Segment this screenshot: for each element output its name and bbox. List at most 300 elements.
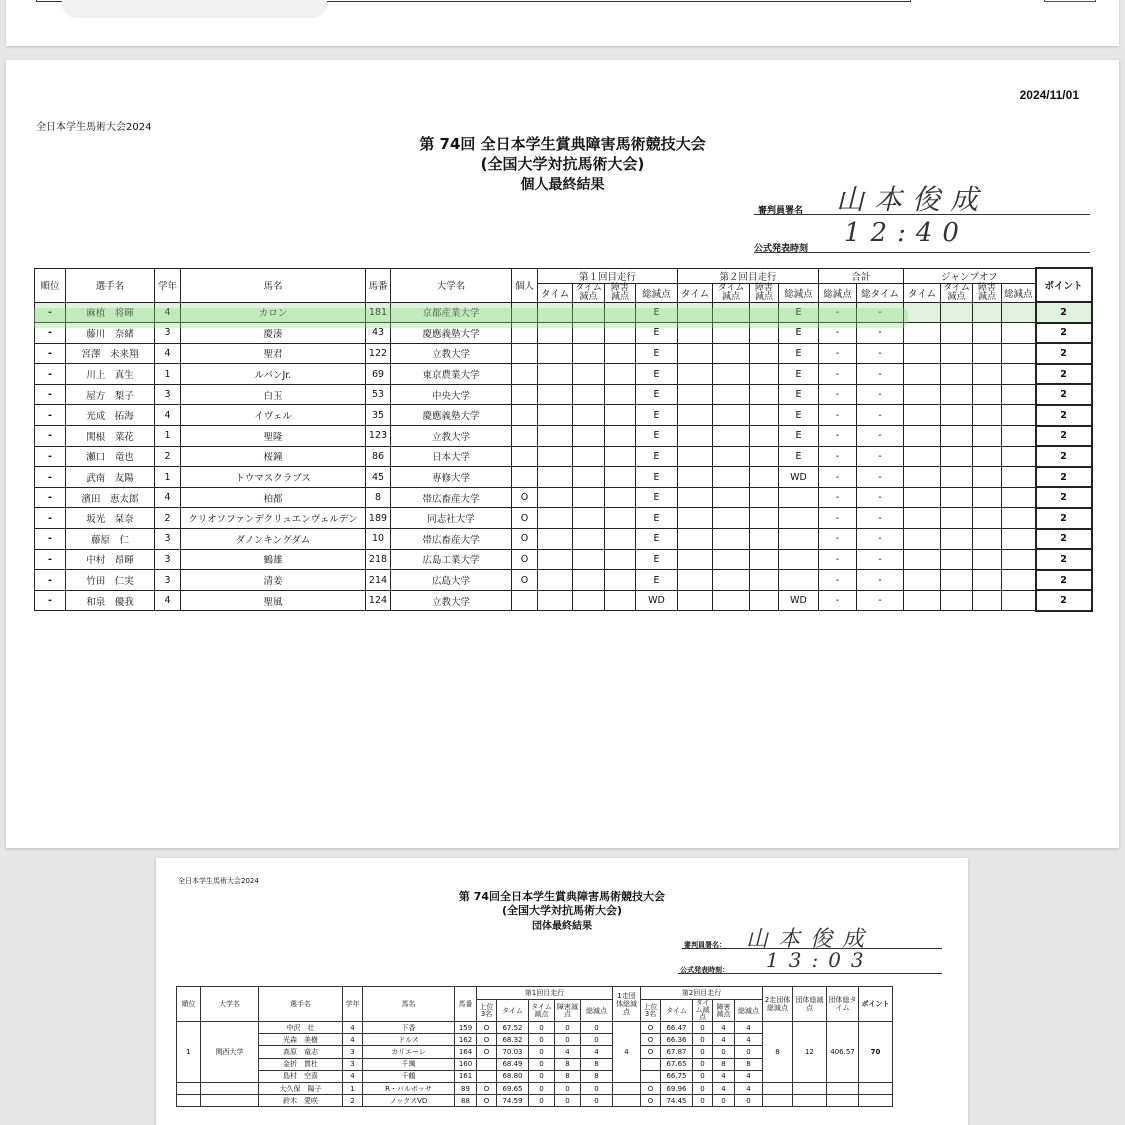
team-col-top3: 上位3名	[477, 1000, 497, 1022]
cell-jo-total	[1002, 446, 1036, 467]
cell-run1-time-penalty	[573, 549, 605, 570]
cell-jo-time-penalty	[941, 590, 973, 611]
team-cell-tp2: 0	[693, 1095, 713, 1107]
cell-jo-total	[1002, 302, 1036, 323]
cell-total-penalty: -	[819, 302, 857, 323]
cell-jo-time-penalty	[941, 446, 973, 467]
col-horse: 馬名	[181, 268, 366, 302]
cell-total-time: -	[857, 487, 904, 508]
cell-jo-obstacle-penalty	[973, 364, 1002, 385]
redaction-chip	[62, 0, 327, 18]
team-col-r2-team: 2走団体総減点	[763, 987, 793, 1022]
team-col-top3-2: 上位3名	[641, 1000, 661, 1022]
team-competition-subtitle: (全国大学対抗馬術大会)	[501, 904, 623, 917]
cell-run1-time-penalty	[573, 364, 605, 385]
table-row	[35, 343, 1092, 364]
team-cell-tot2: 4	[735, 1082, 763, 1094]
cell-university: 慶應義塾大学	[391, 323, 512, 344]
cell-university: 中央大学	[391, 384, 512, 405]
team-cell-top3-2: O	[641, 1082, 661, 1094]
cell-run2-total: E	[779, 446, 819, 467]
team-cell-tp1: 0	[529, 1082, 555, 1094]
cell-run2-total	[779, 529, 819, 550]
team-cell-time1: 67.52	[497, 1022, 529, 1034]
cell-run1-time	[538, 508, 573, 529]
team-col-tot1: 総減点	[581, 1000, 613, 1022]
table-row	[35, 384, 1092, 405]
cell-run1-time	[538, 405, 573, 426]
team-cell-tp1: 0	[529, 1095, 555, 1107]
cell-individual	[512, 446, 538, 467]
team-cell-time1: 68.80	[497, 1070, 529, 1082]
cell-run2-obstacle-penalty	[750, 467, 779, 488]
cell-individual	[512, 384, 538, 405]
cell-run1-time	[538, 384, 573, 405]
team-cell-grade: 4	[343, 1034, 363, 1046]
cell-run2-total: WD	[779, 590, 819, 611]
team-cell-op2: 8	[713, 1058, 735, 1070]
cell-jo-total	[1002, 487, 1036, 508]
cell-individual	[512, 590, 538, 611]
team-cell-op1: 0	[555, 1034, 581, 1046]
cell-jo-obstacle-penalty	[973, 570, 1002, 591]
team-cell-rank: 1	[177, 1022, 201, 1083]
team-cell-horse: 千颯	[363, 1058, 455, 1070]
team-col-tot2: 総減点	[735, 1000, 763, 1022]
cell-points: 2	[1036, 487, 1092, 508]
col-jumpoff: ジャンプオフ	[904, 268, 1036, 283]
cell-jo-obstacle-penalty	[973, 508, 1002, 529]
cell-run2-obstacle-penalty	[750, 323, 779, 344]
cell-run1-obstacle-penalty	[605, 343, 636, 364]
team-col-university: 大学名	[201, 987, 259, 1022]
team-col-time2: タイム	[661, 1000, 693, 1022]
col-jo-time: タイム	[904, 283, 941, 302]
cell-run1-obstacle-penalty	[605, 446, 636, 467]
team-cell-op1: 0	[555, 1095, 581, 1107]
cell-run2-time	[678, 529, 713, 550]
judge-signature: 山本俊成	[836, 183, 989, 216]
team-cell-tp1: 0	[529, 1070, 555, 1082]
team-cell-time2: 66.47	[661, 1022, 693, 1034]
cell-rank: -	[35, 343, 66, 364]
cell-jo-total	[1002, 405, 1036, 426]
cell-horse: イヴェル	[181, 405, 366, 426]
cell-horse: 慶湊	[181, 323, 366, 344]
cell-grade: 3	[155, 549, 181, 570]
cell-run1-time	[538, 364, 573, 385]
team-time-line	[678, 973, 942, 974]
team-cell-op2: 4	[713, 1082, 735, 1094]
cell-jo-total	[1002, 529, 1036, 550]
cell-individual	[512, 426, 538, 447]
cell-rider: 川上 真生	[66, 364, 155, 385]
cell-run1-total: E	[636, 343, 678, 364]
team-cell-r2-team	[763, 1082, 793, 1094]
cell-rank: -	[35, 467, 66, 488]
cell-rider: 和泉 優我	[66, 590, 155, 611]
cell-run1-total: E	[636, 508, 678, 529]
cell-run1-time	[538, 343, 573, 364]
col-run1-obstacle-penalty: 障害減点	[605, 283, 636, 302]
cell-run1-time	[538, 323, 573, 344]
cell-run1-total: E	[636, 487, 678, 508]
team-cell-time2: 67.87	[661, 1046, 693, 1058]
col-total: 合計	[819, 268, 904, 283]
team-cell-top3-2: O	[641, 1034, 661, 1046]
col-grade: 学年	[155, 268, 181, 302]
team-cell-team-penalty	[793, 1082, 827, 1094]
cell-rider: 武南 友陽	[66, 467, 155, 488]
cell-grade: 2	[155, 446, 181, 467]
team-cell-top3-2: O	[641, 1095, 661, 1107]
cell-total-time: -	[857, 323, 904, 344]
cell-jo-time-penalty	[941, 467, 973, 488]
cell-run2-obstacle-penalty	[750, 570, 779, 591]
team-cell-tot2: 4	[735, 1022, 763, 1034]
table-row	[35, 446, 1092, 467]
team-cell-tp2: 0	[693, 1082, 713, 1094]
cell-horse: ダノンキングダム	[181, 529, 366, 550]
cell-number: 53	[366, 384, 391, 405]
cell-university: 慶應義塾大学	[391, 405, 512, 426]
cell-total-time: -	[857, 426, 904, 447]
cell-jo-total	[1002, 343, 1036, 364]
table-row	[35, 467, 1092, 488]
cell-number: 35	[366, 405, 391, 426]
team-cell-top3-1: O	[477, 1082, 497, 1094]
cell-jo-obstacle-penalty	[973, 590, 1002, 611]
cell-horse: カロン	[181, 302, 366, 323]
cell-individual: O	[512, 570, 538, 591]
cell-points: 2	[1036, 590, 1092, 611]
cell-jo-time	[904, 549, 941, 570]
cell-total-penalty: -	[819, 508, 857, 529]
cell-university: 広島工業大学	[391, 549, 512, 570]
cell-grade: 4	[155, 343, 181, 364]
header-row-1	[35, 268, 1092, 283]
cell-run2-time	[678, 343, 713, 364]
cell-run2-time-penalty	[713, 467, 750, 488]
team-cell-r2-team: 8	[763, 1022, 793, 1083]
cell-jo-obstacle-penalty	[973, 405, 1002, 426]
cell-grade: 2	[155, 508, 181, 529]
team-cell-tp2: 0	[693, 1034, 713, 1046]
cell-grade: 4	[155, 590, 181, 611]
col-jo-time-penalty: タイム減点	[941, 283, 973, 302]
cell-individual: O	[512, 529, 538, 550]
cell-run2-time-penalty	[713, 590, 750, 611]
team-cell-r2-team	[763, 1095, 793, 1107]
team-cell-team-time: 406.57	[827, 1022, 859, 1083]
cell-run2-obstacle-penalty	[750, 529, 779, 550]
cell-total-time: -	[857, 384, 904, 405]
team-cell-op1: 8	[555, 1058, 581, 1070]
cell-individual	[512, 343, 538, 364]
cell-run1-obstacle-penalty	[605, 323, 636, 344]
cell-total-penalty: -	[819, 446, 857, 467]
cell-jo-time	[904, 364, 941, 385]
cell-points: 2	[1036, 446, 1092, 467]
cell-run1-total: E	[636, 384, 678, 405]
individual-results-page	[6, 60, 1119, 848]
cell-points: 2	[1036, 364, 1092, 385]
cell-jo-time	[904, 590, 941, 611]
cell-horse: ルパンJr.	[181, 364, 366, 385]
cell-run1-total: E	[636, 549, 678, 570]
cell-jo-total	[1002, 384, 1036, 405]
team-cell-op1: 0	[555, 1082, 581, 1094]
cell-run2-obstacle-penalty	[750, 590, 779, 611]
cell-university: 東京農業大学	[391, 364, 512, 385]
team-cell-university: 関西大学	[201, 1022, 259, 1083]
cell-run2-obstacle-penalty	[750, 343, 779, 364]
cell-university: 立教大学	[391, 590, 512, 611]
team-cell-tp2: 0	[693, 1022, 713, 1034]
team-cell-grade: 4	[343, 1070, 363, 1082]
team-cell-tot2: 0	[735, 1046, 763, 1058]
cell-jo-total	[1002, 570, 1036, 591]
team-table-row	[177, 1082, 893, 1094]
team-cell-time2: 67.65	[661, 1058, 693, 1070]
cell-run2-time	[678, 323, 713, 344]
col-run2-time: タイム	[678, 283, 713, 302]
cell-number: 45	[366, 467, 391, 488]
team-cell-tot1: 0	[581, 1022, 613, 1034]
cell-rider: 瀬口 竜也	[66, 446, 155, 467]
team-cell-top3-1: O	[477, 1095, 497, 1107]
team-col-tp2: タイム減点	[693, 1000, 713, 1022]
team-announce-time: 13:03	[766, 948, 874, 972]
cell-jo-time	[904, 302, 941, 323]
cell-university: 帯広畜産大学	[391, 529, 512, 550]
team-cell-tp2: 0	[693, 1070, 713, 1082]
team-cell-rider: 金折 貫杜	[259, 1058, 343, 1070]
team-cell-grade: 3	[343, 1046, 363, 1058]
cell-total-time: -	[857, 343, 904, 364]
team-event-name: 全日本学生馬術大会2024	[178, 877, 259, 885]
cell-horse: 桜鐘	[181, 446, 366, 467]
cell-run2-time	[678, 570, 713, 591]
cell-jo-obstacle-penalty	[973, 549, 1002, 570]
announce-time-label: 公式発表時刻	[754, 244, 809, 254]
cell-total-time: -	[857, 508, 904, 529]
cell-run1-total: E	[636, 364, 678, 385]
cell-jo-obstacle-penalty	[973, 426, 1002, 447]
team-col-time1: タイム	[497, 1000, 529, 1022]
cell-run1-obstacle-penalty	[605, 405, 636, 426]
cell-jo-time-penalty	[941, 405, 973, 426]
cell-jo-time-penalty	[941, 426, 973, 447]
results-title: 個人最終結果	[520, 177, 605, 193]
cell-run1-time	[538, 590, 573, 611]
points-cell-edge	[1044, 0, 1096, 2]
cell-run1-time	[538, 426, 573, 447]
team-col-number: 馬番	[455, 987, 477, 1022]
team-cell-horse: 下香	[363, 1022, 455, 1034]
table-row	[35, 302, 1092, 323]
team-cell-tp2: 0	[693, 1046, 713, 1058]
cell-total-penalty: -	[819, 570, 857, 591]
judge-signature-label: 審判員署名	[758, 206, 804, 216]
cell-number: 69	[366, 364, 391, 385]
cell-total-penalty: -	[819, 467, 857, 488]
cell-number: 181	[366, 302, 391, 323]
col-run2-obstacle-penalty: 障害減点	[750, 283, 779, 302]
team-cell-tot2: 4	[735, 1034, 763, 1046]
table-row	[35, 405, 1092, 426]
cell-horse: トウマスクラブス	[181, 467, 366, 488]
cell-run2-total: WD	[779, 467, 819, 488]
cell-jo-total	[1002, 590, 1036, 611]
cell-run1-time	[538, 549, 573, 570]
team-col-team-time: 団体総タイム	[827, 987, 859, 1022]
col-total-time: 総タイム	[857, 283, 904, 302]
team-cell-number: 164	[455, 1046, 477, 1058]
team-cell-tot1: 8	[581, 1070, 613, 1082]
team-cell-rider: 中沢 壮	[259, 1022, 343, 1034]
col-run1-total-penalty: 総減点	[636, 283, 678, 302]
cell-run1-obstacle-penalty	[605, 364, 636, 385]
cell-run2-total: E	[779, 384, 819, 405]
cell-run1-time-penalty	[573, 384, 605, 405]
cell-total-penalty: -	[819, 384, 857, 405]
team-cell-top3-2	[641, 1058, 661, 1070]
competition-title: 第 74回 全日本学生賞典障害馬術競技大会	[419, 135, 706, 153]
cell-number: 122	[366, 343, 391, 364]
cell-run2-time-penalty	[713, 405, 750, 426]
cell-jo-obstacle-penalty	[973, 446, 1002, 467]
team-signature-label: 審判員署名：	[684, 941, 726, 949]
col-total-penalty: 総減点	[819, 283, 857, 302]
col-jo-total-penalty: 総減点	[1002, 283, 1036, 302]
cell-jo-total	[1002, 549, 1036, 570]
cell-points: 2	[1036, 508, 1092, 529]
cell-individual	[512, 467, 538, 488]
cell-jo-time-penalty	[941, 302, 973, 323]
cell-jo-time-penalty	[941, 570, 973, 591]
team-cell-horse: カリエーレ	[363, 1046, 455, 1058]
cell-horse: 聖君	[181, 343, 366, 364]
cell-run1-total: E	[636, 323, 678, 344]
cell-rank: -	[35, 487, 66, 508]
cell-run2-obstacle-penalty	[750, 446, 779, 467]
team-cell-number: 160	[455, 1058, 477, 1070]
competition-subtitle: (全国大学対抗馬術大会)	[480, 155, 645, 173]
cell-total-time: -	[857, 364, 904, 385]
team-col-points: ポイント	[859, 987, 893, 1022]
cell-rank: -	[35, 549, 66, 570]
cell-grade: 1	[155, 364, 181, 385]
cell-run2-time	[678, 590, 713, 611]
cell-jo-total	[1002, 467, 1036, 488]
team-cell-points	[859, 1082, 893, 1094]
team-table-row	[177, 1022, 893, 1034]
team-table-row	[177, 1095, 893, 1107]
cell-rank: -	[35, 570, 66, 591]
cell-run1-total: E	[636, 529, 678, 550]
cell-horse: 清姜	[181, 570, 366, 591]
cell-rider: 藤川 奈緒	[66, 323, 155, 344]
cell-rank: -	[35, 446, 66, 467]
cell-jo-time-penalty	[941, 343, 973, 364]
cell-individual	[512, 405, 538, 426]
cell-run2-total	[779, 570, 819, 591]
col-run1-time-penalty: タイム減点	[573, 283, 605, 302]
cell-jo-time	[904, 529, 941, 550]
team-cell-rank	[177, 1082, 201, 1094]
cell-rank: -	[35, 426, 66, 447]
cell-total-time: -	[857, 549, 904, 570]
cell-number: 123	[366, 426, 391, 447]
cell-university: 同志社大学	[391, 508, 512, 529]
cell-number: 8	[366, 487, 391, 508]
team-cell-rider: 島村 空喜	[259, 1070, 343, 1082]
team-cell-tot1: 4	[581, 1046, 613, 1058]
cell-run1-time-penalty	[573, 508, 605, 529]
team-judge-signature: 山本俊成	[746, 927, 875, 952]
team-cell-tp1: 0	[529, 1022, 555, 1034]
team-cell-time2: 69.96	[661, 1082, 693, 1094]
cell-jo-time-penalty	[941, 487, 973, 508]
cell-rank: -	[35, 302, 66, 323]
team-cell-grade: 2	[343, 1095, 363, 1107]
cell-university: 日本大学	[391, 446, 512, 467]
col-run2-total-penalty: 総減点	[779, 283, 819, 302]
cell-points: 2	[1036, 405, 1092, 426]
cell-run1-time-penalty	[573, 529, 605, 550]
team-cell-university	[201, 1095, 259, 1107]
team-cell-tot2: 8	[735, 1058, 763, 1070]
cell-jo-time-penalty	[941, 364, 973, 385]
cell-jo-time	[904, 508, 941, 529]
cell-university: 広島大学	[391, 570, 512, 591]
cell-jo-obstacle-penalty	[973, 467, 1002, 488]
cell-run2-time-penalty	[713, 508, 750, 529]
cell-grade: 3	[155, 323, 181, 344]
team-cell-op1: 8	[555, 1070, 581, 1082]
cell-points: 2	[1036, 302, 1092, 323]
cell-jo-time	[904, 405, 941, 426]
team-cell-time1: 68.32	[497, 1034, 529, 1046]
cell-points: 2	[1036, 467, 1092, 488]
cell-run2-time	[678, 508, 713, 529]
cell-run1-time-penalty	[573, 487, 605, 508]
col-rider: 選手名	[66, 268, 155, 302]
team-cell-time1: 74.59	[497, 1095, 529, 1107]
cell-horse: 柏都	[181, 487, 366, 508]
cell-jo-time	[904, 384, 941, 405]
team-col-rank: 順位	[177, 987, 201, 1022]
cell-total-penalty: -	[819, 487, 857, 508]
team-cell-grade: 3	[343, 1058, 363, 1070]
team-cell-top3-1: O	[477, 1046, 497, 1058]
cell-total-time: -	[857, 570, 904, 591]
cell-run2-obstacle-penalty	[750, 549, 779, 570]
cell-jo-total	[1002, 426, 1036, 447]
cell-run2-obstacle-penalty	[750, 508, 779, 529]
cell-jo-time-penalty	[941, 384, 973, 405]
team-cell-grade: 4	[343, 1022, 363, 1034]
cell-grade: 3	[155, 570, 181, 591]
cell-run2-time	[678, 426, 713, 447]
cell-run1-obstacle-penalty	[605, 508, 636, 529]
cell-rank: -	[35, 364, 66, 385]
cell-jo-obstacle-penalty	[973, 323, 1002, 344]
cell-grade: 4	[155, 405, 181, 426]
team-cell-op2: 4	[713, 1034, 735, 1046]
team-col-tp1: タイム減点	[529, 1000, 555, 1022]
